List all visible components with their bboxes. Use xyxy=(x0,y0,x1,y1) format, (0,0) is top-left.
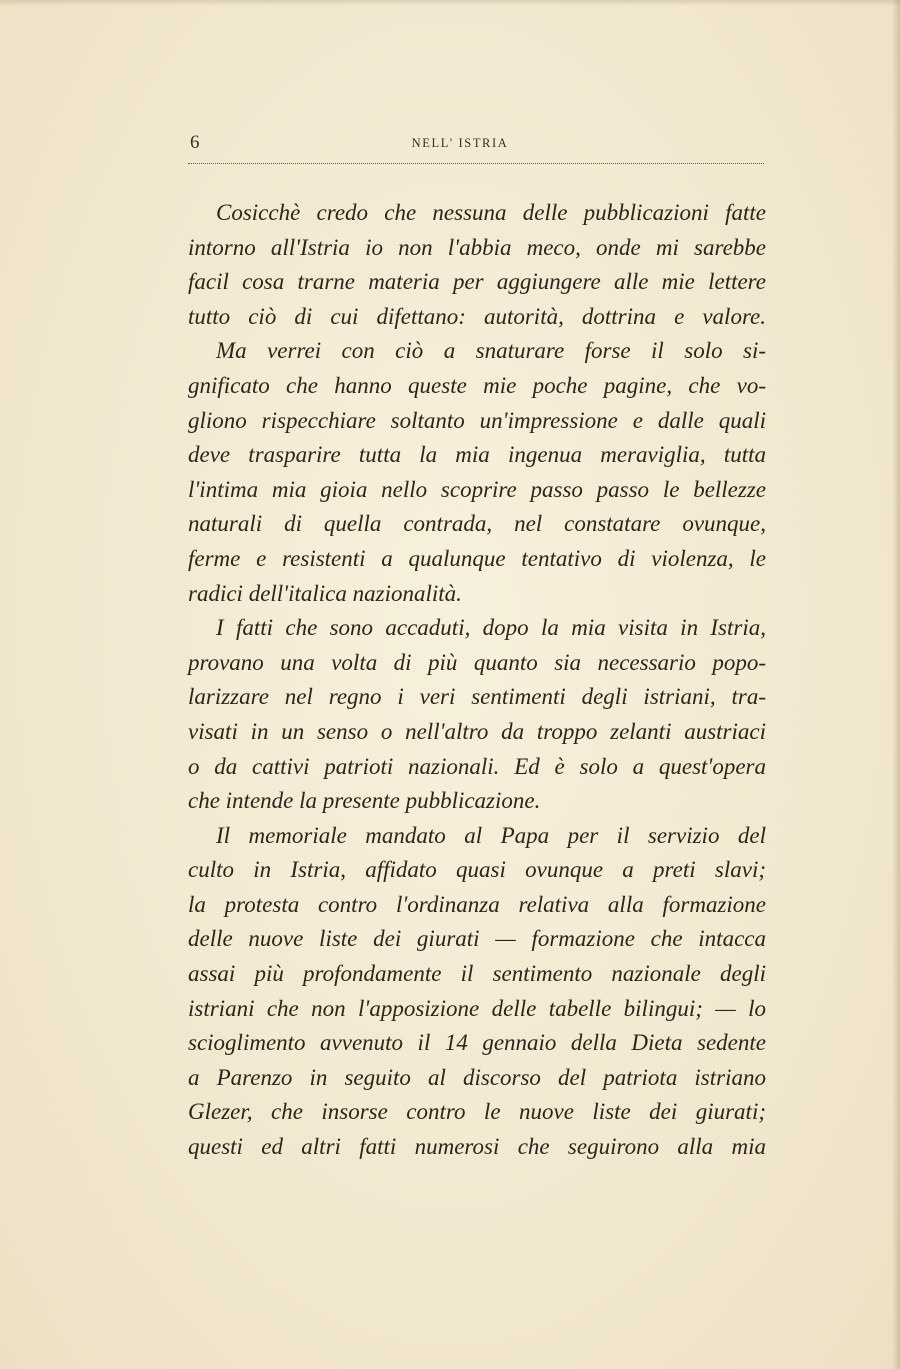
text-line: I fatti che sono accaduti, dopo la mia visita in Istria, xyxy=(216,615,766,641)
text-line: culto in Istria, affidato quasi ovunque a preti slavi; xyxy=(188,857,766,883)
text-line: assai più profondamente il sentimento nazionale degli xyxy=(188,961,766,987)
text-line: o da cattivi patrioti nazionali. Ed è solo a quest'opera xyxy=(188,753,766,779)
text-line: l'intima mia gioia nello scoprire passo passo le bellezze xyxy=(188,476,766,502)
text-line: tutto ciò di cui difettano: autorità, dottrina e valore. xyxy=(188,303,766,329)
text-line: Ma verrei con ciò a snaturare forse il solo si- xyxy=(216,338,766,364)
text-line: radici dell'italica nazionalità. xyxy=(188,580,462,606)
page-shadow-top xyxy=(0,0,900,6)
text-line: gnificato che hanno queste mie poche pagine, che vo- xyxy=(188,372,766,398)
text-line: delle nuove liste dei giurati — formazione che intacca xyxy=(188,926,766,952)
text-line: larizzare nel regno i veri sentimenti degli istriani, tra- xyxy=(188,684,766,710)
body-text xyxy=(188,196,766,1165)
header-rule xyxy=(188,163,764,164)
text-line: istriani che non l'apposizione delle tabelle bilingui; — lo xyxy=(188,995,766,1021)
text-line: facil cosa trarne materia per aggiungere alle mie lettere xyxy=(188,269,766,295)
text-line: a Parenzo in seguito al discorso del patriota istriano xyxy=(188,1064,766,1090)
text-line: intorno all'Istria io non l'abbia meco, onde mi sarebbe xyxy=(188,234,766,260)
text-line: visati in un senso o nell'altro da troppo zelanti austriaci xyxy=(188,718,766,744)
text-line: ferme e resistenti a qualunque tentativo di violenza, le xyxy=(188,545,766,571)
text-line: Glezer, che insorse contro le nuove liste dei giurati; xyxy=(188,1099,766,1125)
page-shadow-right xyxy=(892,0,900,1369)
text-line: questi ed altri fatti numerosi che seguirono alla mia xyxy=(188,1134,766,1160)
text-line: provano una volta di più quanto sia necessario popo- xyxy=(188,649,766,675)
text-line: Cosicchè credo che nessuna delle pubblicazioni fatte xyxy=(216,200,766,225)
text-line: naturali di quella contrada, nel constatare ovunque, xyxy=(188,511,766,537)
running-title: NELL' ISTRIA xyxy=(411,136,509,150)
text-line: gliono rispecchiare soltanto un'impressione e dalle quali xyxy=(188,407,766,433)
text-line: scioglimento avvenuto il 14 gennaio della Dieta sedente xyxy=(188,1030,766,1056)
text-line: la protesta contro l'ordinanza relativa alla formazione xyxy=(188,891,766,917)
text-line: deve trasparire tutta la mia ingenua meraviglia, tutta xyxy=(188,442,766,468)
text-line: che intende la presente pubblicazione. xyxy=(188,788,541,814)
text-line: Il memoriale mandato al Papa per il servizio del xyxy=(216,822,766,848)
page-number: 6 xyxy=(190,132,200,153)
